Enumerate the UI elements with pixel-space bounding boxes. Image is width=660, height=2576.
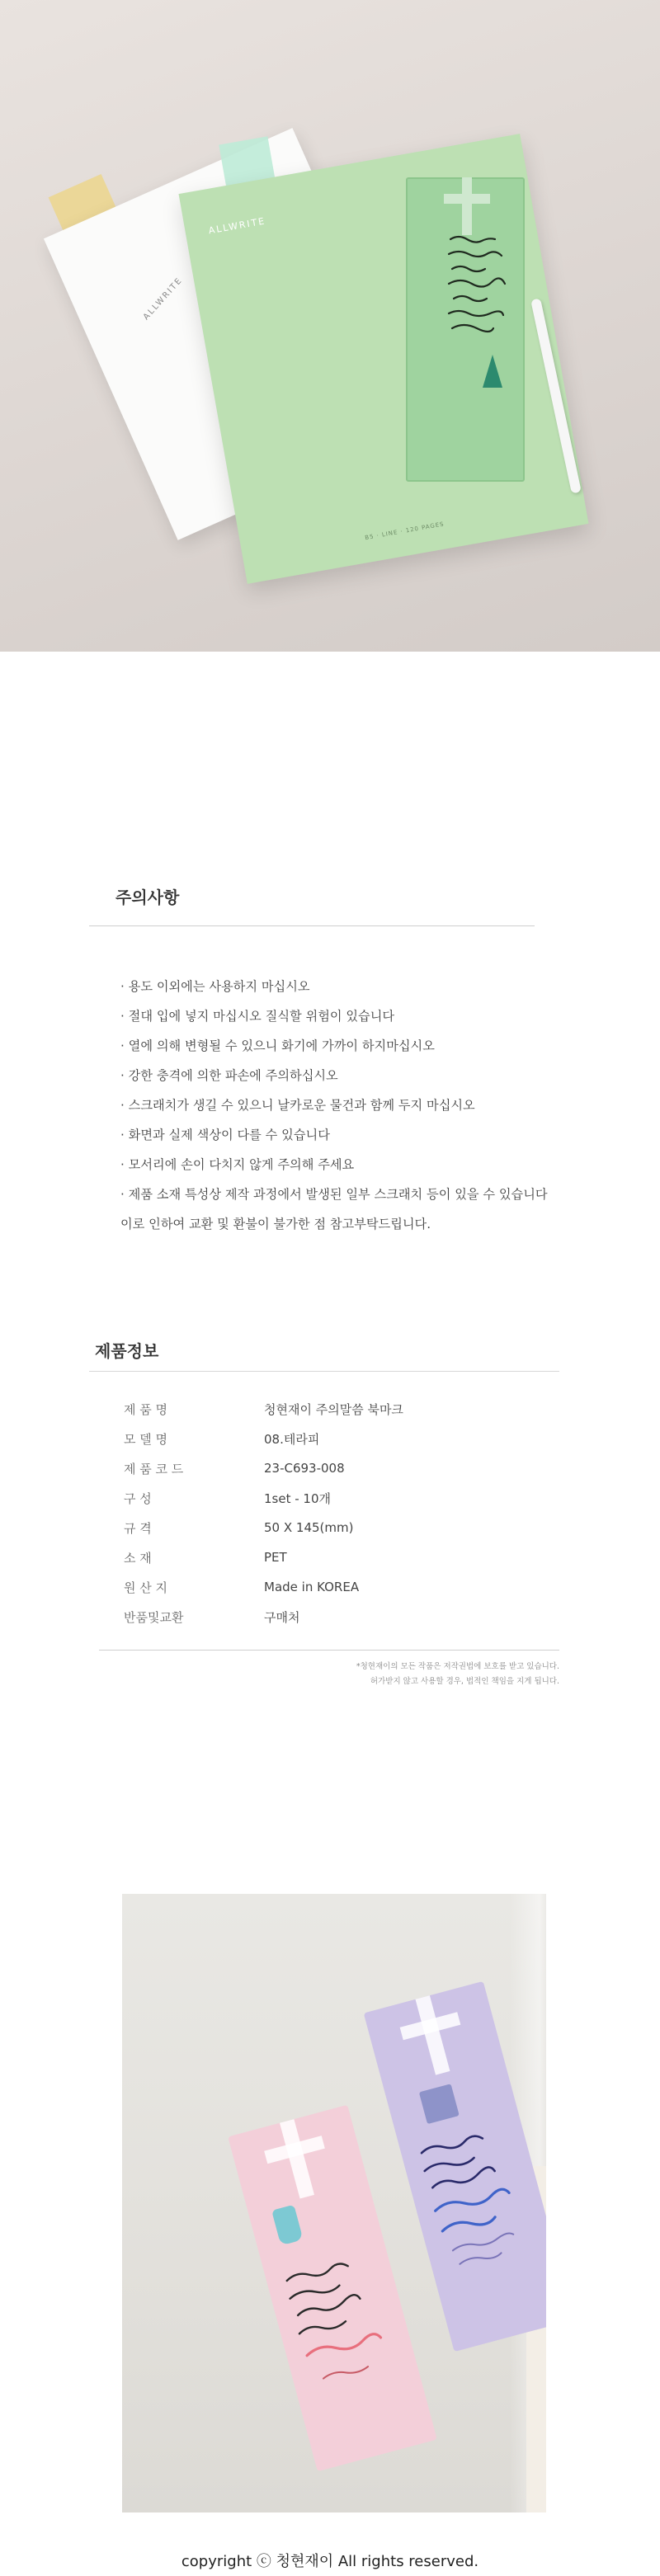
info-key: 반품및교환 xyxy=(124,1609,184,1625)
bookmark-cross-cutout-bar xyxy=(444,194,490,204)
info-key: 제 품 명 xyxy=(124,1401,168,1417)
copyright-notice xyxy=(356,1660,559,1689)
caution-item: · 열에 의해 변형될 수 있으니 화기에 가까이 하지마십시오 xyxy=(120,1038,435,1053)
product-info-divider-bottom xyxy=(99,1650,559,1651)
flower-tile-illustration xyxy=(419,2084,460,2124)
bookmark-calligraphy xyxy=(278,2247,411,2412)
info-value: 08.테라피 xyxy=(264,1431,320,1447)
hero-product-photo xyxy=(0,0,660,652)
info-key: 소 재 xyxy=(124,1550,152,1566)
info-key: 제 품 코 드 xyxy=(124,1461,184,1476)
bookmarks-photo xyxy=(122,1894,546,2512)
info-value: PET xyxy=(264,1550,287,1565)
bookmark-calligraphy xyxy=(446,231,524,352)
info-value: 1set - 10개 xyxy=(264,1491,331,1506)
tree-illustration xyxy=(483,355,502,388)
caution-item: · 강한 충격에 의한 파손에 주의하십시오 xyxy=(120,1068,338,1083)
info-value: 청현재이 주의말씀 북마크 xyxy=(264,1401,403,1417)
white-notebook-brand: ALLWRITE xyxy=(141,275,185,323)
table-row xyxy=(124,1602,403,1632)
table-row xyxy=(124,1453,403,1483)
info-key: 모 델 명 xyxy=(124,1431,168,1447)
notebook-footer: B5 · LINE · 120 PAGES xyxy=(364,520,446,542)
caution-item: · 절대 입에 넣지 마십시오 질식할 위험이 있습니다 xyxy=(120,1009,395,1024)
info-key: 원 산 지 xyxy=(124,1580,168,1595)
info-value: 50 X 145(mm) xyxy=(264,1520,354,1535)
product-info-divider-top xyxy=(89,1371,559,1372)
caution-item: · 화면과 실제 색상이 다를 수 있습니다 xyxy=(120,1128,330,1142)
tulip-vase-illustration xyxy=(271,2205,303,2246)
notice-line: *청현재이의 모든 작품은 저작권법에 보호를 받고 있습니다. xyxy=(356,1662,559,1671)
notice-line: 허가받지 않고 사용할 경우, 법적인 책임을 지게 됩니다. xyxy=(370,1677,559,1686)
table-row xyxy=(124,1513,403,1542)
table-row xyxy=(124,1483,403,1513)
notebook-brand: ALLWRITE xyxy=(207,215,267,237)
info-key: 규 격 xyxy=(124,1520,152,1536)
calligraphy-strokes xyxy=(446,231,524,346)
info-value: 구매처 xyxy=(264,1609,300,1625)
bookmark-cross-cutout xyxy=(462,177,472,235)
calligraphy-strokes xyxy=(278,2247,410,2408)
caution-divider xyxy=(89,925,535,926)
caution-item-note: 이로 인하여 교환 및 환불이 불가한 점 참고부탁드립니다. xyxy=(120,1217,431,1231)
table-row xyxy=(124,1424,403,1453)
bookmark-calligraphy xyxy=(412,2120,545,2285)
info-value: 23-C693-008 xyxy=(264,1461,345,1476)
table-row xyxy=(124,1572,403,1602)
footer-copyright: copyright ⓒ 청현재이 All rights reserved. xyxy=(181,2553,479,2570)
info-key: 구 성 xyxy=(124,1491,152,1506)
caution-item: · 스크래치가 생길 수 있으니 날카로운 물건과 함께 두지 마십시오 xyxy=(120,1098,475,1113)
caution-item: · 용도 이외에는 사용하지 마십시오 xyxy=(120,979,310,994)
caution-list xyxy=(120,972,548,1239)
caution-title: 주의사항 xyxy=(116,888,180,907)
table-row xyxy=(124,1394,403,1424)
calligraphy-strokes xyxy=(412,2120,544,2281)
product-info-table xyxy=(124,1394,403,1632)
caution-item: · 제품 소재 특성상 제작 과정에서 발생된 일부 스크래치 등이 있을 수 있습니다 xyxy=(120,1187,548,1202)
product-info-title: 제품정보 xyxy=(95,1341,159,1361)
green-notebook xyxy=(179,134,589,584)
table-row xyxy=(124,1542,403,1572)
info-value: Made in KOREA xyxy=(264,1580,360,1594)
caution-item: · 모서리에 손이 다치지 않게 주의해 주세요 xyxy=(120,1157,355,1172)
